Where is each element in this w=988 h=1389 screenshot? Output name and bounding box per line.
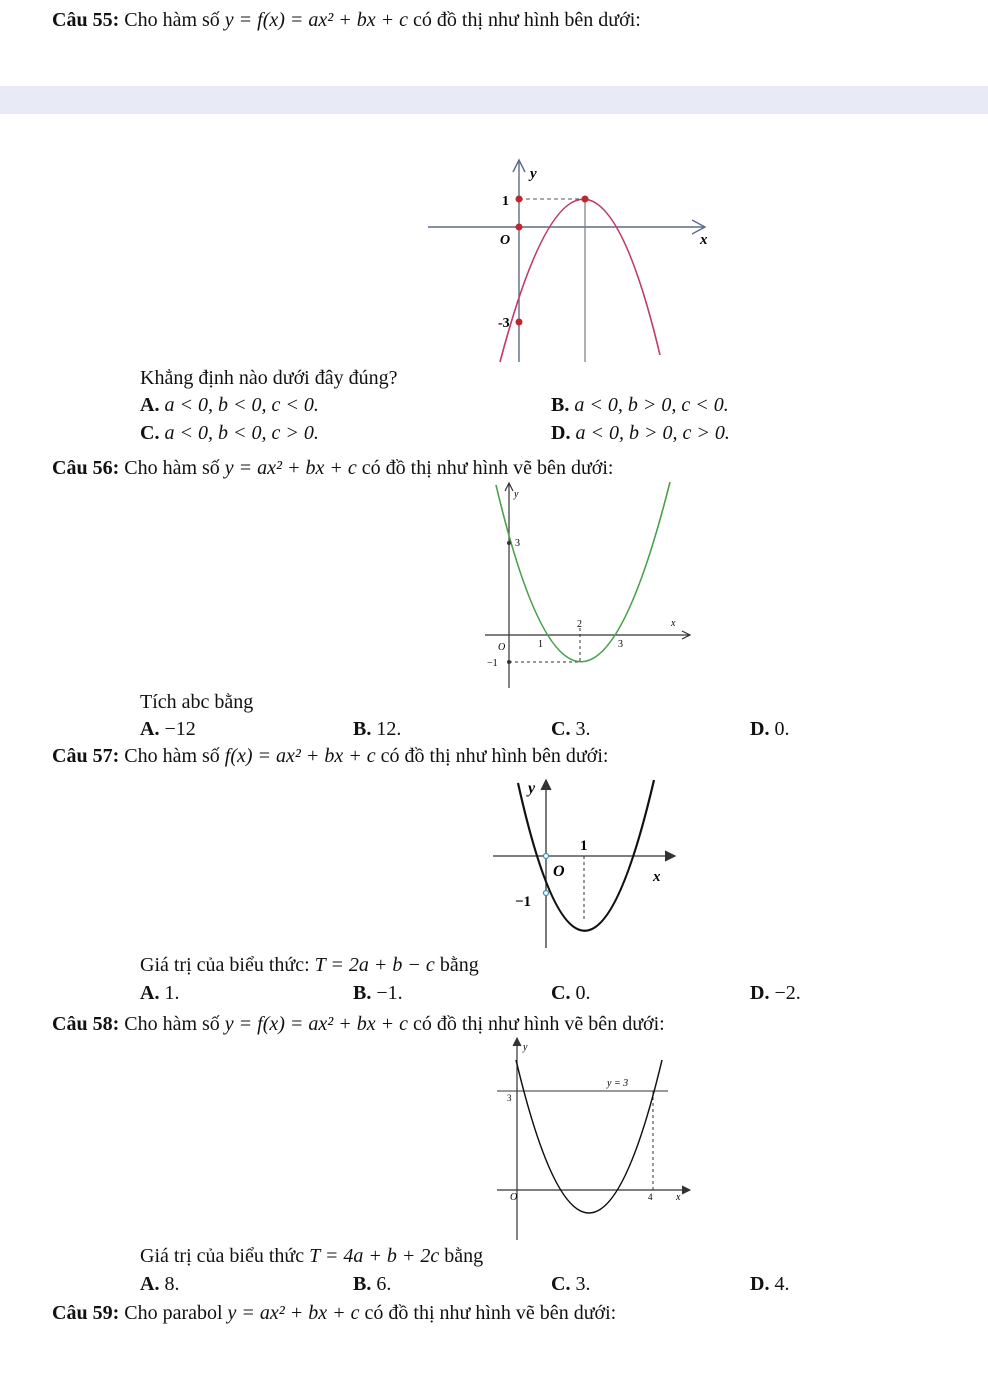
q58-origin: O [510,1192,518,1203]
q56-question: Tích abc bằng [140,691,254,713]
q56-stem: Câu 56: Cho hàm số y = ax² + bx + c có đồ thị như hình vẽ bên dưới: [52,457,614,479]
q57-origin: O [553,863,565,880]
q56-option-d[interactable]: D. 0. [750,718,790,740]
q58-formula: y = f(x) = ax² + bx + c [224,1013,409,1035]
q58-line-label: y = 3 [607,1078,629,1089]
q55-option-a[interactable]: A. a < 0, b < 0, c < 0. [140,394,319,416]
q58-question-formula: T = 4a + b + 2c [309,1245,440,1267]
q59-formula: y = ax² + bx + c [227,1302,360,1324]
q56-x-label: x [671,618,676,629]
q58-option-c[interactable]: C. 3. [551,1273,591,1295]
q58-x-label: x [676,1192,681,1203]
q57-option-a[interactable]: A. 1. [140,982,180,1004]
q56-option-b[interactable]: B. 12. [353,718,402,740]
q55-tick-m3: -3 [498,316,510,331]
q55-tick-1: 1 [502,194,509,209]
q56-tick-x3: 3 [618,639,623,650]
q58-stem: Câu 58: Cho hàm số y = f(x) = ax² + bx + c có đồ thị như hình vẽ bên dưới: [52,1013,665,1035]
q58-option-b[interactable]: B. 6. [353,1273,392,1295]
q58-option-d[interactable]: D. 4. [750,1273,790,1295]
q58-question: Giá trị của biểu thức T = 4a + b + 2c bằng [140,1245,484,1267]
q57-parabola [518,780,654,931]
q56-origin: O [498,642,506,653]
q56-label: Câu 56: [52,457,120,479]
q59-stem: Câu 59: Cho parabol y = ax² + bx + c có đồ thị như hình vẽ bên dưới: [52,1302,617,1324]
q56-tick-y3: 3 [515,538,520,549]
q57-option-c[interactable]: C. 0. [551,982,591,1004]
q56-tick-x1: 1 [538,639,543,650]
q57-option-b[interactable]: B. −1. [353,982,403,1004]
q55-option-c[interactable]: C. a < 0, b < 0, c > 0. [140,422,319,444]
q58-parabola [516,1060,662,1213]
q58-tick-y3: 3 [507,1093,512,1103]
q57-y-label: y [528,780,536,797]
q55-option-d[interactable]: D. a < 0, b > 0, c > 0. [551,422,730,444]
q57-stem: Câu 57: Cho hàm số f(x) = ax² + bx + c có đồ thị như hình bên dưới: [52,745,609,767]
q56-formula: y = ax² + bx + c [224,457,357,479]
q56-y-label: y [514,489,519,500]
q57-question: Giá trị của biểu thức: T = 2a + b − c bằng [140,954,479,976]
q55-x-label: x [700,232,708,248]
q57-x-label: x [653,869,661,885]
q56-parabola [496,482,670,662]
q57-option-d[interactable]: D. −2. [750,982,801,1004]
q57-tick-x1: 1 [580,838,588,854]
q58-label: Câu 58: [52,1013,120,1035]
q55-question: Khẳng định nào dưới đây đúng? [140,367,398,389]
q55-option-b[interactable]: B. a < 0, b > 0, c < 0. [551,394,729,416]
q55-stem: Câu 55: Cho hàm số y = f(x) = ax² + bx + c có đồ thị như hình bên dưới: [52,9,641,31]
q58-y-label: y [523,1042,528,1053]
q56-option-c[interactable]: C. 3. [551,718,591,740]
q55-y-label: y [530,166,537,182]
q55-origin: O [500,233,511,248]
q58-tick-x4: 4 [648,1192,653,1202]
divider-band [0,86,988,114]
q57-formula: f(x) = ax² + bx + c [224,745,376,767]
q56-option-a[interactable]: A. −12 [140,718,196,740]
q57-question-formula: T = 2a + b − c [314,954,435,976]
q56-tick-x2: 2 [577,619,582,630]
q55-formula: y = f(x) = ax² + bx + c [224,9,409,31]
q56-tick-ym1: −1 [487,658,498,669]
q57-label: Câu 57: [52,745,120,767]
q58-option-a[interactable]: A. 8. [140,1273,180,1295]
q55-label: Câu 55: [52,9,120,31]
q57-tick-ym1: −1 [515,894,532,910]
q59-label: Câu 59: [52,1302,120,1324]
q55-parabola [500,199,660,362]
